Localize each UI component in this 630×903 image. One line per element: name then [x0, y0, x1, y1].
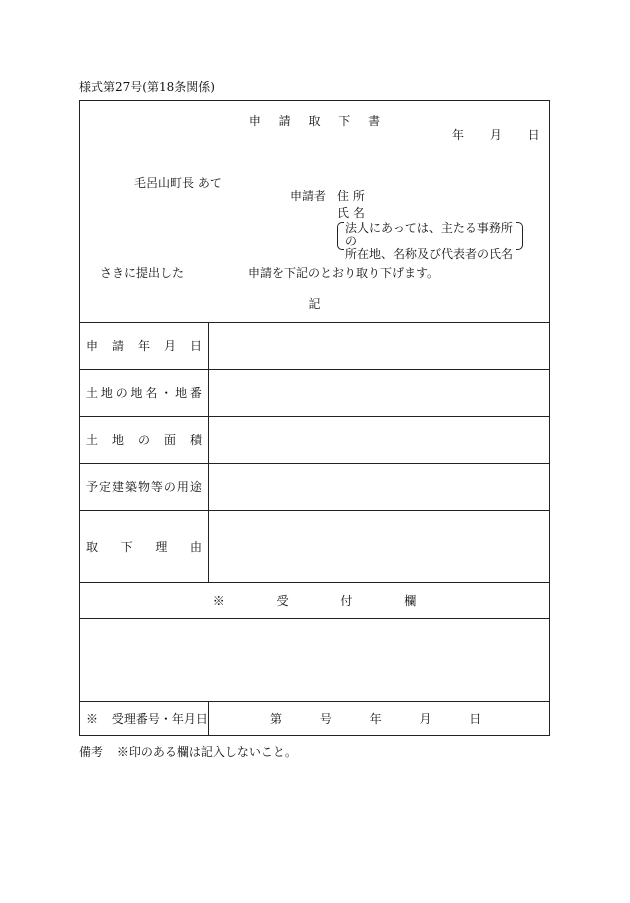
- label-char: 地: [175, 386, 188, 400]
- label-char: 由: [189, 540, 202, 554]
- corporate-note-line2: 所在地、名称及び代表者の氏名: [345, 247, 514, 261]
- label-char: 下: [120, 540, 133, 554]
- label-char: 定: [98, 480, 111, 494]
- label-char: 申: [86, 339, 99, 353]
- label-char: ・: [160, 386, 173, 400]
- row-label-building-use: [86, 480, 202, 494]
- label-char: 築: [124, 480, 137, 494]
- divider: [80, 582, 549, 583]
- label-char: の: [115, 386, 128, 400]
- label-char: 途: [189, 480, 202, 494]
- receipt-number-label: ※ 受理番号・年月日: [86, 712, 208, 726]
- label-char: 用: [176, 480, 189, 494]
- column-divider: [208, 701, 209, 735]
- label-char: 理: [155, 540, 168, 554]
- row-label-application-date: [86, 339, 202, 353]
- label-char: 物: [137, 480, 150, 494]
- reception-title: ※ 受 付 欄: [212, 594, 417, 608]
- date-line: 年 月 日: [452, 128, 540, 142]
- label-char: 日: [189, 339, 202, 353]
- applicant-label: 申請者: [290, 189, 327, 203]
- form-title: 申 請 取 下 書: [248, 114, 381, 128]
- label-char: 地: [111, 433, 124, 447]
- label-char: 名: [145, 386, 158, 400]
- land-area-field[interactable]: [209, 417, 549, 463]
- row-label-land-area: [86, 433, 202, 447]
- label-char: 年: [137, 339, 150, 353]
- label-char: 予: [86, 480, 99, 494]
- reception-area: [80, 619, 549, 701]
- withdrawal-reason-field[interactable]: [209, 511, 549, 582]
- label-char: 地: [130, 386, 143, 400]
- corporate-note: [337, 221, 523, 261]
- application-date-field[interactable]: [209, 323, 549, 369]
- label-char: の: [137, 433, 150, 447]
- label-char: の: [163, 480, 176, 494]
- statement-prefix: さきに提出した: [100, 266, 185, 280]
- remarks: 備考 ※印のある欄は記入しないこと。: [79, 745, 297, 759]
- ki-label: 記: [308, 297, 321, 311]
- name-label: 氏 名: [337, 206, 365, 220]
- label-char: 積: [189, 433, 202, 447]
- label-char: 等: [150, 480, 163, 494]
- bracket-left: [337, 222, 344, 250]
- label-char: 建: [111, 480, 124, 494]
- addressee: 毛呂山町長 あて: [134, 176, 222, 190]
- label-char: 土: [86, 433, 99, 447]
- land-lot-field[interactable]: [209, 370, 549, 416]
- label-char: 面: [163, 433, 176, 447]
- label-char: 地: [100, 386, 113, 400]
- address-label: 住 所: [337, 189, 365, 203]
- label-char: 月: [163, 339, 176, 353]
- label-char: 土: [86, 386, 99, 400]
- corporate-note-line1: 法人にあっては、主たる事務所の: [345, 221, 513, 248]
- row-label-land-lot: [86, 386, 202, 400]
- label-char: 番: [189, 386, 202, 400]
- form-number: 様式第27号(第18条関係): [79, 80, 215, 94]
- receipt-number-value: 第 号 年 月 日: [270, 712, 482, 726]
- label-char: 請: [111, 339, 124, 353]
- divider: [80, 701, 549, 702]
- row-label-withdrawal-reason: [86, 540, 202, 554]
- statement-suffix: 申請を下記のとおり取り下げます。: [248, 266, 440, 280]
- bracket-right: [516, 222, 523, 250]
- withdrawal-form: [79, 100, 550, 736]
- label-char: 取: [86, 540, 99, 554]
- building-use-field[interactable]: [209, 464, 549, 510]
- corporate-note-text: [345, 222, 523, 261]
